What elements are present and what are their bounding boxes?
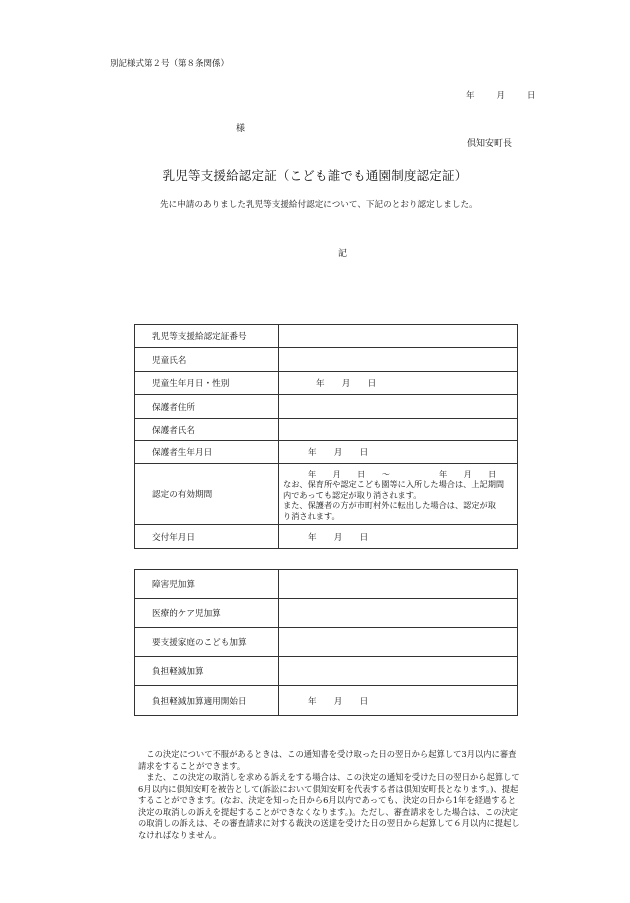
row-value	[279, 657, 518, 686]
row-label: 負担軽減加算適用開始日	[135, 686, 279, 716]
recipient-suffix: 様	[236, 124, 246, 134]
table-row	[135, 419, 518, 441]
row-label: 要支援家庭のこども加算	[135, 628, 279, 657]
date-year: 年	[466, 91, 475, 101]
row-label: 保護者氏名	[135, 419, 279, 441]
table-row	[135, 628, 518, 657]
validity-note: り消されます。	[283, 510, 340, 521]
row-value	[279, 395, 518, 419]
table-row	[135, 395, 518, 419]
row-label: 医療的ケア児加算	[135, 599, 279, 628]
form-number: 別記様式第２号（第８条関係）	[110, 59, 230, 69]
validity-period: 年 月 日 ～ 年 月 日	[308, 468, 497, 479]
document-title: 乳児等支援給認定証（こども誰でも通園制度認定証）	[162, 168, 468, 183]
certificate-table	[134, 324, 518, 549]
row-label: 交付年月日	[135, 525, 279, 549]
row-value	[279, 419, 518, 441]
row-value	[279, 628, 518, 657]
notes-paragraph: この決定について不服があるときは、この通知書を受け取った日の翌日から起算して3月以内に審査請求をすることができます。	[138, 749, 517, 771]
row-value	[279, 570, 518, 599]
notes-block	[138, 749, 521, 841]
table-row	[135, 441, 518, 464]
notes-paragraph: また、この決定の取消しを求める訴えをする場合は、この決定の通知を受けた日の翌日から起算して6月以内に倶知安町を被告として(訴訟において倶知安町を代表する者は倶知安町長となります。)、提起することができます。(なお、決定を知った日から6月以内であっても、決定の日から1年を経過すると決定の取消しの訴えを提起することができなくなります。)。ただし、審査請求をした場合は、この決定の取消しの訴えは、その審査請求に対する裁決の送達を受けた日の翌日から起算して６月以内に提起しなければなりません。	[138, 772, 520, 840]
table-row	[135, 372, 518, 395]
table-row	[135, 686, 518, 716]
validity-note: また、保護者の方が市町村外に転出した場合は、認定が取	[283, 500, 496, 511]
additions-table	[134, 569, 518, 716]
table-row	[135, 325, 518, 348]
row-label: 負担軽減加算	[135, 657, 279, 686]
date-month: 月	[496, 91, 506, 101]
table-row	[135, 599, 518, 628]
row-value	[279, 348, 518, 372]
validity-note: 内であっても認定が取り消されます。	[283, 489, 422, 500]
row-value: 年 月 日	[308, 696, 369, 707]
intro-text: 先に申請のありました乳児等支援給付認定について、下記のとおり認定しました。	[160, 200, 478, 210]
row-label: 保護者住所	[135, 395, 279, 419]
date-day: 日	[527, 91, 536, 101]
row-value	[279, 325, 518, 348]
issue-date	[466, 89, 536, 101]
table-row	[135, 657, 518, 686]
row-value: 年 月 日	[308, 448, 369, 458]
row-label: 障害児加算	[135, 570, 279, 599]
validity-block	[279, 467, 517, 522]
row-label: 児童生年月日・性別	[135, 372, 279, 395]
table-row	[135, 525, 518, 549]
row-label: 児童氏名	[135, 348, 279, 372]
table-row	[135, 464, 518, 525]
issuer: 倶知安町長	[467, 139, 513, 149]
row-value: 年 月 日	[308, 532, 369, 543]
row-value: 年 月 日	[316, 379, 377, 389]
ki-heading: 記	[338, 249, 348, 259]
table-row	[135, 348, 518, 372]
validity-note: なお、保育所や認定こども園等に入所した場合は、上記期間	[283, 479, 505, 490]
row-label: 認定の有効期間	[135, 464, 279, 525]
row-label: 乳児等支援給認定証番号	[135, 325, 279, 348]
row-value	[279, 599, 518, 628]
table-row	[135, 570, 518, 599]
row-label: 保護者生年月日	[135, 441, 279, 464]
